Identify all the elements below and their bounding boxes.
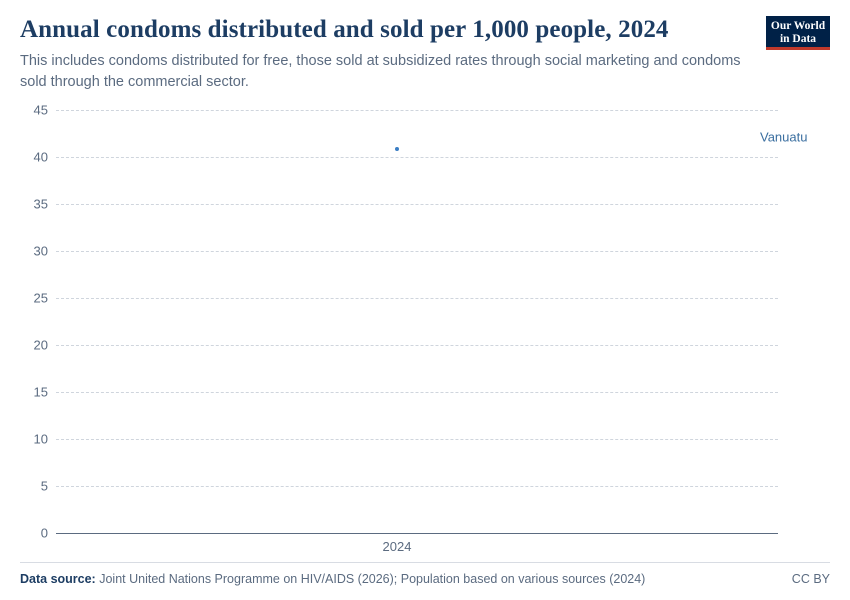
owid-logo-line1: Our World (770, 20, 826, 32)
data-source (20, 572, 645, 586)
y-axis-tick-label: 35 (33, 196, 48, 212)
series-label-vanuatu[interactable]: Vanuatu (760, 129, 808, 145)
gridline-row (20, 243, 830, 259)
data-point-vanuatu[interactable] (395, 147, 399, 151)
y-axis-tick-label: 10 (33, 431, 48, 447)
page-title: Annual condoms distributed and sold per 1,000 people, 2024 (20, 16, 669, 43)
gridline-row (20, 431, 830, 447)
y-axis-tick-label: 5 (40, 478, 48, 494)
y-axis-tick-label: 15 (33, 384, 48, 400)
y-axis-tick-label: 20 (33, 337, 48, 353)
gridline-row (20, 337, 830, 353)
gridline (56, 345, 778, 346)
x-axis-line (56, 533, 778, 534)
license-label[interactable]: CC BY (791, 572, 830, 586)
gridline (56, 110, 778, 111)
data-source-label: Data source: (20, 572, 96, 586)
chart-header (20, 16, 830, 93)
y-axis-tick-label: 30 (33, 243, 48, 259)
gridline (56, 486, 778, 487)
gridline-row (20, 149, 830, 165)
plot-area (20, 98, 830, 554)
gridline (56, 439, 778, 440)
data-source-text: Joint United Nations Programme on HIV/AIDS (2026); Population based on various sources (2024) (99, 572, 646, 586)
gridline-row (20, 525, 830, 541)
gridline-row (20, 102, 830, 118)
gridline-row (20, 384, 830, 400)
gridline (56, 251, 778, 252)
gridline (56, 157, 778, 158)
chart-footer (20, 562, 830, 586)
x-axis-tick-label: 2024 (382, 539, 412, 554)
owid-logo-line2: in Data (779, 32, 817, 45)
y-axis-tick-label: 40 (33, 149, 48, 165)
gridline (56, 392, 778, 393)
owid-logo[interactable] (766, 16, 830, 50)
gridline (56, 298, 778, 299)
gridline (56, 204, 778, 205)
gridline-row (20, 196, 830, 212)
y-axis-tick-label: 45 (33, 102, 48, 118)
gridline-row (20, 478, 830, 494)
y-axis-tick-label: 0 (40, 525, 48, 541)
chart-subtitle: This includes condoms distributed for free, those sold at subsidized rates through social marketing and condoms sold through the commercial sector. (20, 52, 741, 90)
y-axis-tick-label: 25 (33, 290, 48, 306)
gridline-row (20, 290, 830, 306)
